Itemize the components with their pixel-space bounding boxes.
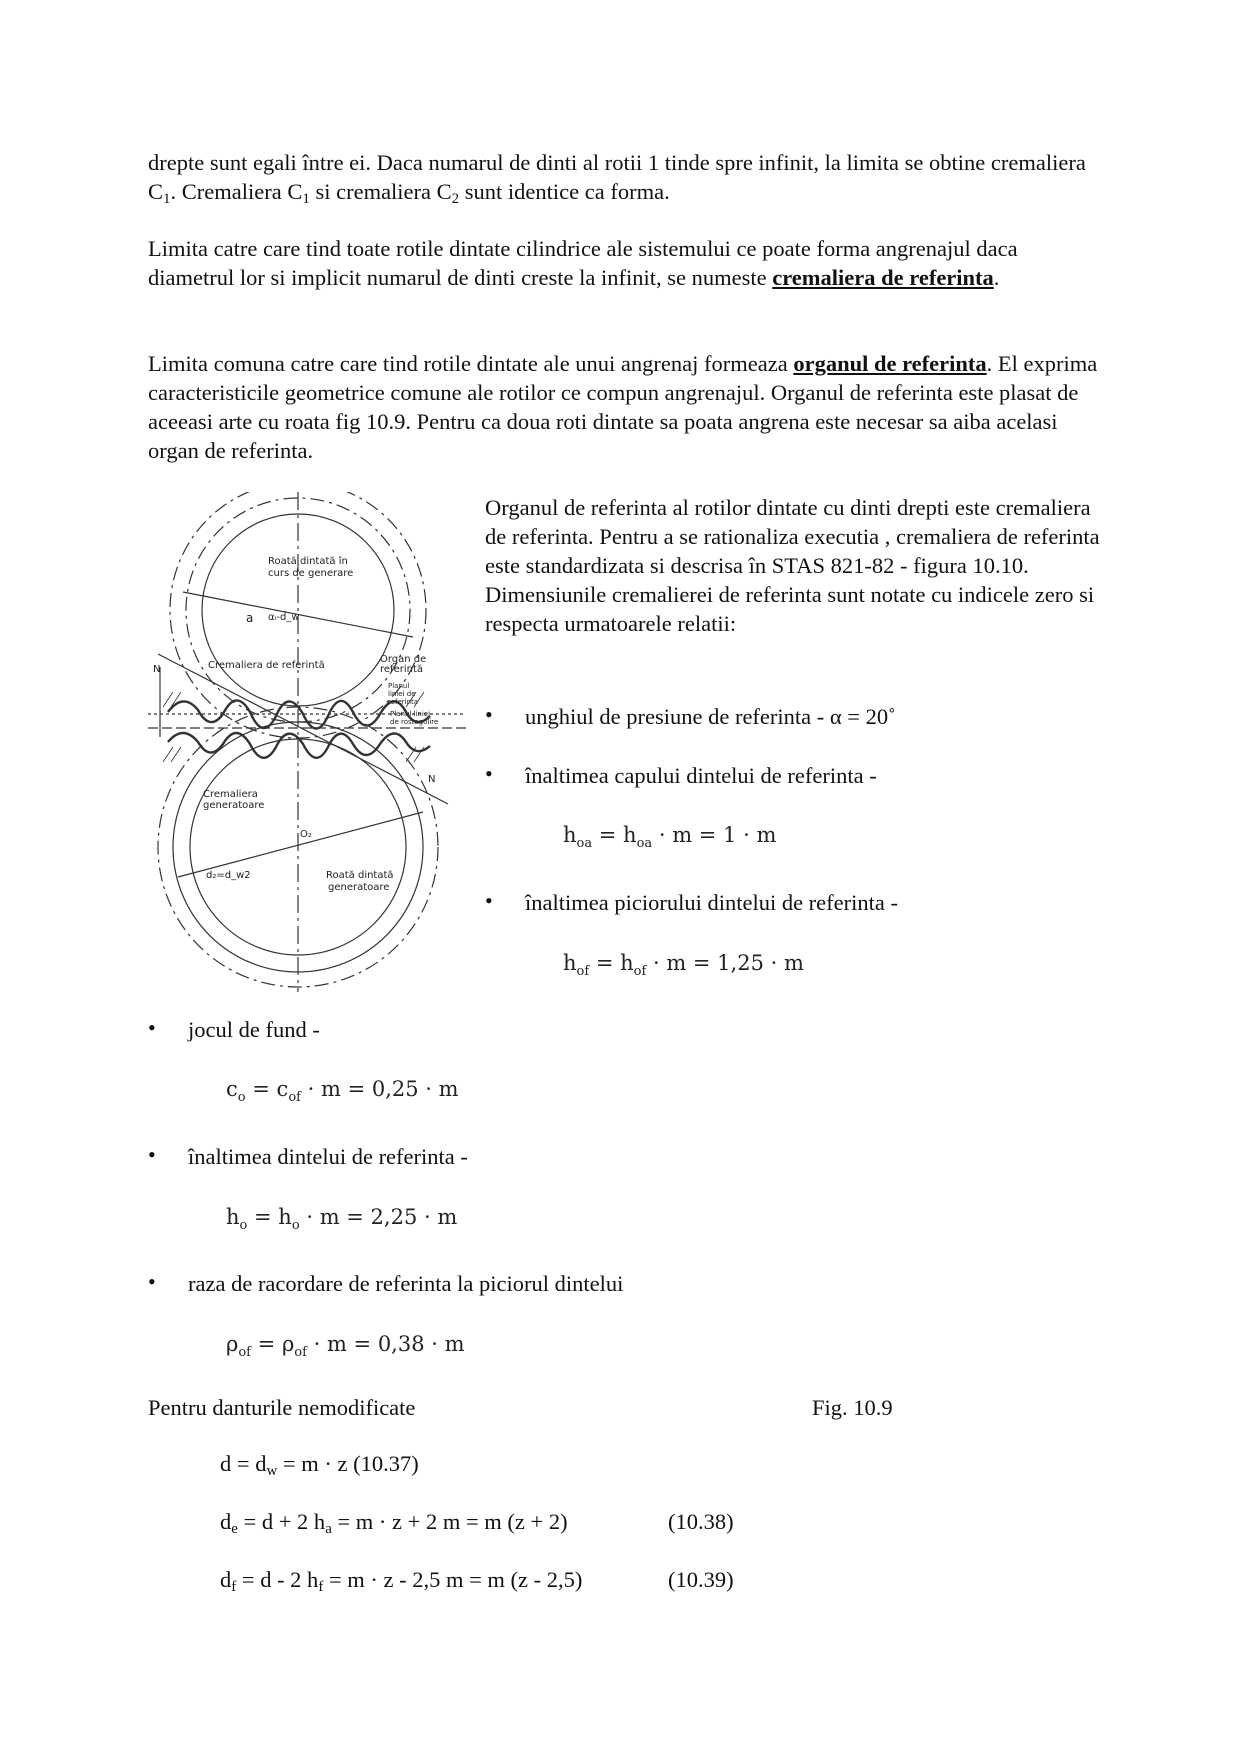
p3-text-b: . El exprima caracteristicile geometrice comune ale rotilor ce compun angrenajul. Organul de referinta este plasat de aceeasi arte cu roata fig 10.9. Pentru ca doua roti dintate sa poata angrena este necesar sa aiba acelasi organ de referinta. bbox=[148, 351, 1098, 463]
bullet-2: înaltimea capului dintelui de referinta - bbox=[525, 763, 877, 788]
label-planul-2: liniei de bbox=[388, 690, 416, 698]
p2-text-a: Limita catre care tind toate rotile dintate cilindrice ale sistemului ce poate forma angrenajul daca diametrul lor si implicit numarul de dinti creste la infinit, se numeste bbox=[148, 236, 1018, 290]
label-a: a bbox=[246, 611, 254, 625]
caption-danturi-nemodificate: Pentru danturile nemodificate bbox=[148, 1395, 416, 1420]
bullet-6: raza de racordare de referinta la piciorul dintelui bbox=[188, 1271, 624, 1296]
label-roata-top-1: Roată dintată în bbox=[268, 556, 348, 567]
equation-10-38: $d_e = d + 2$ $h_a = m \cdot z + 2$ m = m (z + 2) bbox=[220, 1509, 568, 1537]
bullet-dot-6: • bbox=[148, 1269, 156, 1294]
label-planul-1: Planul bbox=[388, 682, 410, 690]
term-organul-de-referinta: organul de referinta bbox=[793, 351, 987, 376]
bullet-dot-3: • bbox=[485, 888, 493, 913]
label-planul-3: referinta bbox=[388, 698, 419, 706]
p1-text-a: drepte sunt egali între ei. Daca numarul de dinti al rotii 1 tinde spre infinit, la limita se obtine cremaliera C bbox=[148, 150, 1086, 204]
formula-h-oa: $h_{oa} = h_{oa} \cdot m = 1 \cdot m$ bbox=[563, 823, 777, 851]
p1-text-d: sunt identice ca forma. bbox=[459, 179, 670, 204]
formula-h-o: $h_o = h_o \cdot m = 2,25 \cdot m$ bbox=[226, 1205, 458, 1233]
equation-number-10-39: (10.39) bbox=[668, 1567, 734, 1592]
label-d2: d₂=d_w2 bbox=[206, 870, 251, 881]
p3-text-a: Limita comuna catre care tind rotile dintate ale unui angrenaj formeaza bbox=[148, 351, 794, 376]
right-paragraph: Organul de referinta al rotilor dintate cu dinti drepti este cremaliera de referinta. Pentru a se rationaliza executia , cremaliera de referinta este standardizata si descrisa în STAS 821-82 - figura 10.10. Dimensiunile cremalierei de referinta sunt notate cu indicele zero si respecta urmatoarele relatii: bbox=[485, 495, 1100, 636]
p1-text-b: . Cremaliera C bbox=[170, 179, 303, 204]
paragraph-1 bbox=[148, 148, 1098, 206]
label-o2: O₂ bbox=[300, 829, 312, 840]
p1-sub-1: 1 bbox=[163, 191, 171, 207]
bullet-3: înaltimea piciorului dintelui de referinta - bbox=[525, 890, 898, 915]
label-cremaliera-de-referinta: Cremaliera de referintă bbox=[208, 660, 325, 671]
label-roata-bottom-2: generatoare bbox=[328, 882, 390, 893]
paragraph-3 bbox=[148, 349, 1098, 465]
bullet-dot-4: • bbox=[148, 1015, 156, 1040]
p1-sub-3: 2 bbox=[451, 191, 460, 207]
label-roata-top-2: curs de generare bbox=[268, 568, 354, 579]
bullet-1: unghiul de presiune de referinta - α = 20˚ bbox=[525, 704, 896, 729]
label-roata-bottom-1: Roată dintată bbox=[326, 870, 394, 881]
formula-c-o: $c_o = c_{of} \cdot m = 0,25 \cdot m$ bbox=[226, 1077, 459, 1105]
p2-text-b: . bbox=[993, 265, 1000, 290]
label-organ-1: Organ de bbox=[380, 654, 427, 665]
formula-h-of: $h_{of} = h_{of} \cdot m = 1,25 \cdot m$ bbox=[563, 951, 804, 979]
bullet-dot-2: • bbox=[485, 761, 493, 786]
label-planul-5: de rostogolire bbox=[390, 718, 439, 726]
label-planul-4: Planul liniei bbox=[390, 710, 431, 718]
label-cremaliera-generatoare-1: Cremaliera bbox=[203, 789, 258, 800]
bullet-5: înaltimea dintelui de referinta - bbox=[188, 1144, 468, 1169]
formula-rho-of: $\rho_{of} = \rho_{of} \cdot m = 0,38 \cdot m$ bbox=[226, 1332, 465, 1360]
term-cremaliera-de-referinta: cremaliera de referinta bbox=[772, 265, 994, 290]
label-organ-2: referintă bbox=[380, 664, 423, 675]
figure-10-9-gear-diagram bbox=[148, 492, 466, 992]
bullet-dot-5: • bbox=[148, 1142, 156, 1167]
bullet-dot-1: • bbox=[485, 702, 493, 727]
label-n-left: N bbox=[153, 664, 161, 675]
label-n-right: N bbox=[428, 774, 436, 785]
label-cremaliera-generatoare-2: generatoare bbox=[203, 800, 265, 811]
figure-caption: Fig. 10.9 bbox=[812, 1395, 893, 1420]
p1-sub-2: 1 bbox=[302, 191, 310, 207]
bullet-4: jocul de fund - bbox=[188, 1017, 320, 1042]
paragraph-2 bbox=[148, 234, 1098, 292]
equation-number-10-38: (10.38) bbox=[668, 1509, 734, 1534]
label-a-formula: αᵢ-d_w bbox=[268, 612, 300, 623]
equation-10-37: $d = d_w = m \cdot z$ (10.37) bbox=[220, 1451, 419, 1479]
equation-10-39: $d_f = d - 2$ $h_f = m \cdot z - 2,5$ m = m (z - 2,5) bbox=[220, 1567, 583, 1595]
p1-text-c: si cremaliera C bbox=[309, 179, 452, 204]
